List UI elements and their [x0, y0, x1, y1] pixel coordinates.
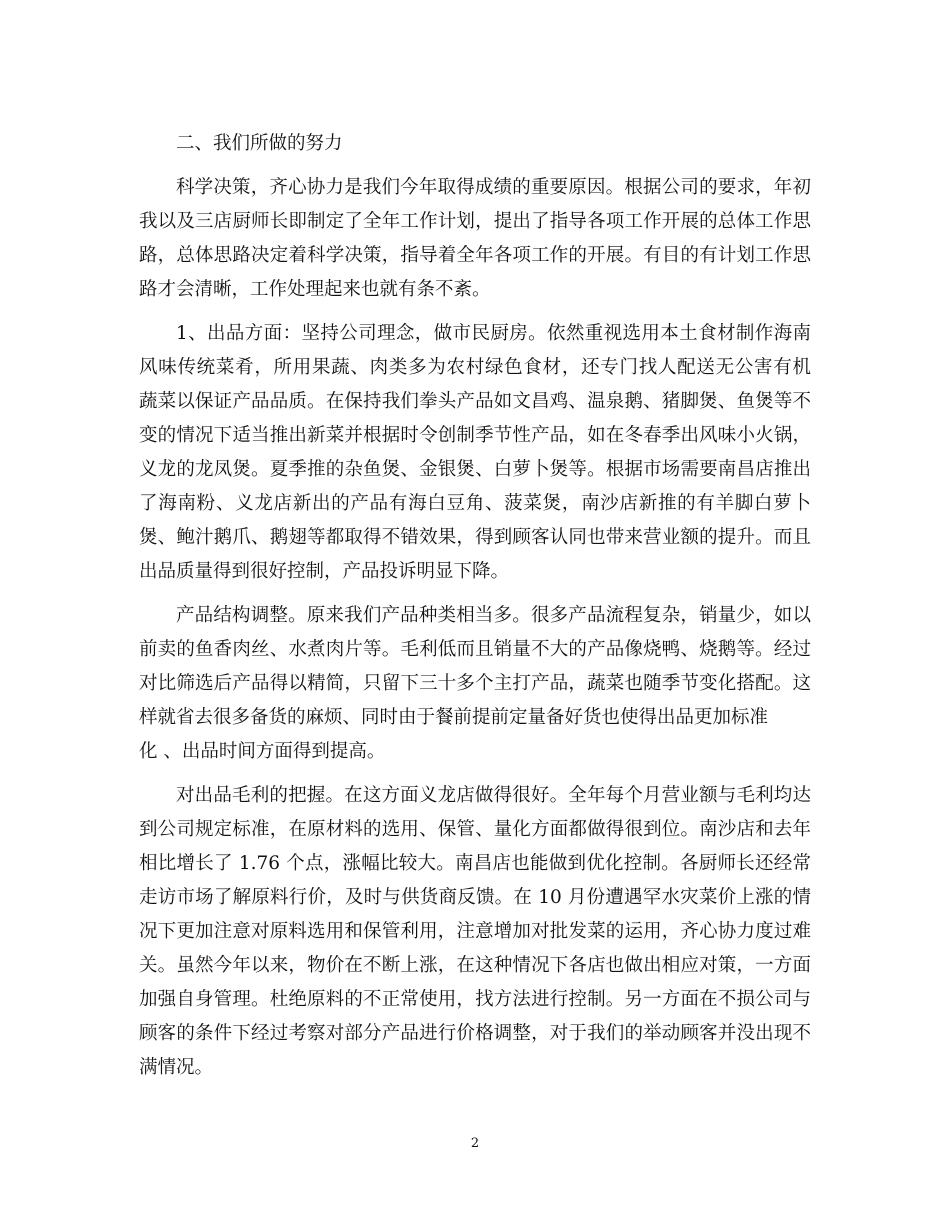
- paragraph-line: 对比筛选后产品得以精简，只留下三十多个主打产品，蔬菜也随季节变化搭配。这: [139, 673, 811, 694]
- paragraph-line: 1、出品方面：坚持公司理念，做市民厨房。依然重视选用本土食材制作海南: [176, 323, 811, 344]
- paragraph-gap: [139, 589, 811, 599]
- paragraph-line: 关。虽然今年以来，物价在不断上涨，在这种情况下各店也做出相应对策，一方面: [139, 955, 811, 976]
- paragraph-line: 对出品毛利的把握。在这方面义龙店做得很好。全年每个月营业额与毛利均达: [176, 785, 811, 806]
- paragraph-line: 风味传统菜肴，所用果蔬、肉类多为农村绿色食材，还专门找人配送无公害有机: [139, 357, 811, 378]
- paragraph-1: [139, 171, 811, 307]
- paragraph-2: [139, 317, 811, 589]
- paragraph-gap: [139, 307, 811, 317]
- paragraph-3: [139, 599, 811, 769]
- paragraph-line: 煲、鲍汁鹅爪、鹅翅等都取得不错效果，得到顾客认同也带来营业额的提升。而且: [139, 527, 811, 548]
- paragraph-line: 路才会清晰，工作处理起来也就有条不紊。: [139, 279, 491, 300]
- paragraph-line: 我以及三店厨师长即制定了全年工作计划，提出了指导各项工作开展的总体工作思: [139, 211, 811, 232]
- page-content: [139, 127, 811, 1085]
- paragraph-line: 了海南粉、义龙店新出的产品有海白豆角、菠菜煲，南沙店新推的有羊脚白萝卜: [139, 493, 811, 514]
- paragraph-line: 相比增长了 1.76 个点，涨幅比较大。南昌店也能做到优化控制。各厨师长还经常: [139, 853, 811, 874]
- paragraph-line: 走访市场了解原料行价，及时与供货商反馈。在 10 月份遭遇罕水灾菜价上涨的情: [139, 887, 811, 908]
- paragraph-gap: [139, 769, 811, 779]
- paragraph-line: 出品质量得到很好控制，产品投诉明显下降。: [139, 561, 510, 582]
- paragraph-line: 路，总体思路决定着科学决策，指导着全年各项工作的开展。有目的有计划工作思: [139, 245, 811, 266]
- paragraph-line: 加强自身管理。杜绝原料的不正常使用，找方法进行控制。另一方面在不损公司与: [139, 989, 811, 1010]
- paragraph-4: [139, 779, 811, 1085]
- paragraph-line: 满情况。: [139, 1057, 214, 1078]
- paragraph-line: 样就省去很多备货的麻烦、同时由于餐前提前定量备好货也使得出品更加标准: [139, 707, 769, 728]
- heading-gap: [139, 161, 811, 171]
- paragraph-line: 蔬菜以保证产品品质。在保持我们拳头产品如文昌鸡、温泉鹅、猪脚煲、鱼煲等不: [139, 391, 811, 412]
- paragraph-line: 义龙的龙凤煲。夏季推的杂鱼煲、金银煲、白萝卜煲等。根据市场需要南昌店推出: [139, 459, 811, 480]
- page-number: 2: [470, 1136, 480, 1151]
- paragraph-line: 顾客的条件下经过考察对部分产品进行价格调整，对于我们的举动顾客并没出现不: [139, 1023, 811, 1044]
- paragraph-line: 况下更加注意对原料选用和保管利用，注意增加对批发菜的运用，齐心协力度过难: [139, 921, 811, 942]
- paragraph-line: 到公司规定标准，在原材料的选用、保管、量化方面都做得很到位。南沙店和去年: [139, 819, 811, 840]
- paragraph-line: 科学决策，齐心协力是我们今年取得成绩的重要原因。根据公司的要求，年初: [176, 177, 811, 198]
- paragraph-line: 前卖的鱼香肉丝、水煮肉片等。毛利低而且销量不大的产品像烧鸭、烧鹅等。经过: [139, 639, 811, 660]
- paragraph-line: 化 、出品时间方面得到提高。: [139, 741, 386, 762]
- paragraph-line: 产品结构调整。原来我们产品种类相当多。很多产品流程复杂，销量少，如以: [176, 605, 811, 626]
- paragraph-line: 变的情况下适当推出新菜并根据时令创制季节性产品，如在冬春季出风味小火锅，: [139, 425, 811, 446]
- section-heading: 二、我们所做的努力: [176, 133, 343, 154]
